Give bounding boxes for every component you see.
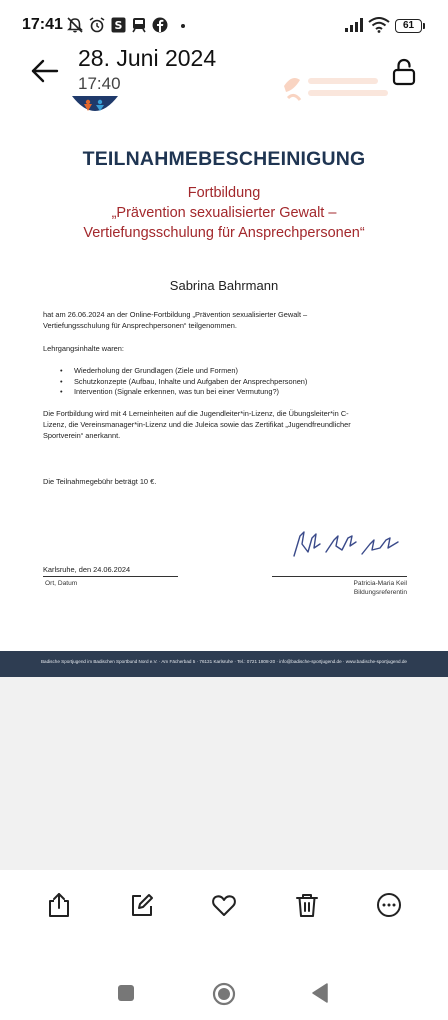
unlock-icon[interactable] — [391, 58, 417, 86]
facebook-icon — [152, 17, 168, 33]
signal-icon — [344, 17, 364, 33]
list-item: • Wiederholung der Grundlagen (Ziele und Formen) — [60, 366, 420, 377]
notifications-off-icon — [66, 17, 84, 33]
list-item: • Schutzkonzepte (Aufbau, Inhalte und Aufgaben der Ansprechpersonen) — [60, 377, 420, 388]
signer-name: Patricia-Maria Keil — [353, 580, 407, 587]
transit-icon — [131, 17, 147, 33]
alarm-icon — [88, 17, 106, 33]
bottom-toolbar — [0, 870, 448, 942]
document-image[interactable] — [0, 100, 448, 677]
recognition-line2: Lizenz, die Vereinsmanager*in-Lizenz und die Juleica sowie das Zertifikat „Jugendfreundlicher — [43, 420, 351, 429]
course-title-line2: Vertiefungsschulung für Ansprechpersonen“ — [83, 225, 365, 241]
heart-icon[interactable] — [211, 892, 237, 918]
contents-label: Lehrgangsinhalte waren: — [43, 344, 124, 353]
recents-icon[interactable] — [117, 984, 135, 1002]
recognition-line1: Die Fortbildung wird mit 4 Lerneinheiten auf die Jugendleiter*in-Lizenz, die Übungsleiter*in C- — [43, 409, 349, 418]
dot-icon — [178, 17, 188, 33]
course-title-line1: „Prävention sexualisierter Gewalt – — [111, 205, 337, 221]
organization-logo — [70, 96, 120, 118]
place-date-line — [43, 576, 178, 577]
svg-text:S: S — [114, 19, 123, 32]
sportjugend-logo — [282, 70, 392, 108]
place-date: Karlsruhe, den 24.06.2024 — [43, 565, 131, 574]
photo-date: 28. Juni 2024 — [78, 45, 217, 71]
edit-icon[interactable] — [129, 892, 155, 918]
fee-text: Die Teilnahmegebühr beträgt 10 €. — [43, 477, 157, 486]
intro-line1: hat am 26.06.2024 an der Online-Fortbildung „Prävention sexualisierter Gewalt – — [43, 310, 308, 319]
battery-indicator: 61 — [395, 19, 422, 33]
contents-list — [60, 366, 420, 398]
status-bar — [0, 0, 448, 44]
participant-name: Sabrina Bahrmann — [169, 278, 279, 293]
signer-role: Bildungsreferentin — [353, 589, 407, 596]
system-navigation-bar — [0, 960, 448, 1020]
home-icon[interactable] — [212, 982, 236, 1006]
footer-text: Badische Sportjugend im Badischen Sportbund Nord e.V. · Am Fächerbad 5 · 76131 Karlsruhe · Tel.: 0721 1808-20 · info@badische-sportjugend.de · www.badische-sportjugend.de — [40, 659, 407, 664]
course-type: Fortbildung — [187, 185, 261, 201]
back-nav-icon[interactable] — [311, 983, 329, 1003]
arrow-left-icon[interactable] — [30, 58, 60, 84]
trash-icon[interactable] — [294, 892, 320, 918]
wifi-icon — [368, 17, 390, 33]
recognition-line3: Sportverein“ anerkannt. — [43, 431, 121, 440]
signature-line — [272, 576, 407, 577]
place-date-label: Ort, Datum — [45, 580, 78, 587]
app-s-icon — [111, 17, 126, 33]
viewer-background — [0, 677, 448, 870]
more-icon[interactable] — [376, 892, 402, 918]
list-item: • Intervention (Signale erkennen, was tun bei einer Vermutung?) — [60, 387, 420, 398]
share-icon[interactable] — [46, 892, 72, 918]
signature — [290, 522, 402, 562]
intro-line2: Vertiefungsschulung für Ansprechpersonen“ teilgenommen. — [43, 321, 237, 330]
document-footer — [0, 651, 448, 677]
certificate-title: TEILNAHMEBESCHEINIGUNG — [82, 148, 366, 170]
status-time: 17:41 — [22, 16, 63, 33]
photo-time: 17:40 — [78, 74, 121, 93]
